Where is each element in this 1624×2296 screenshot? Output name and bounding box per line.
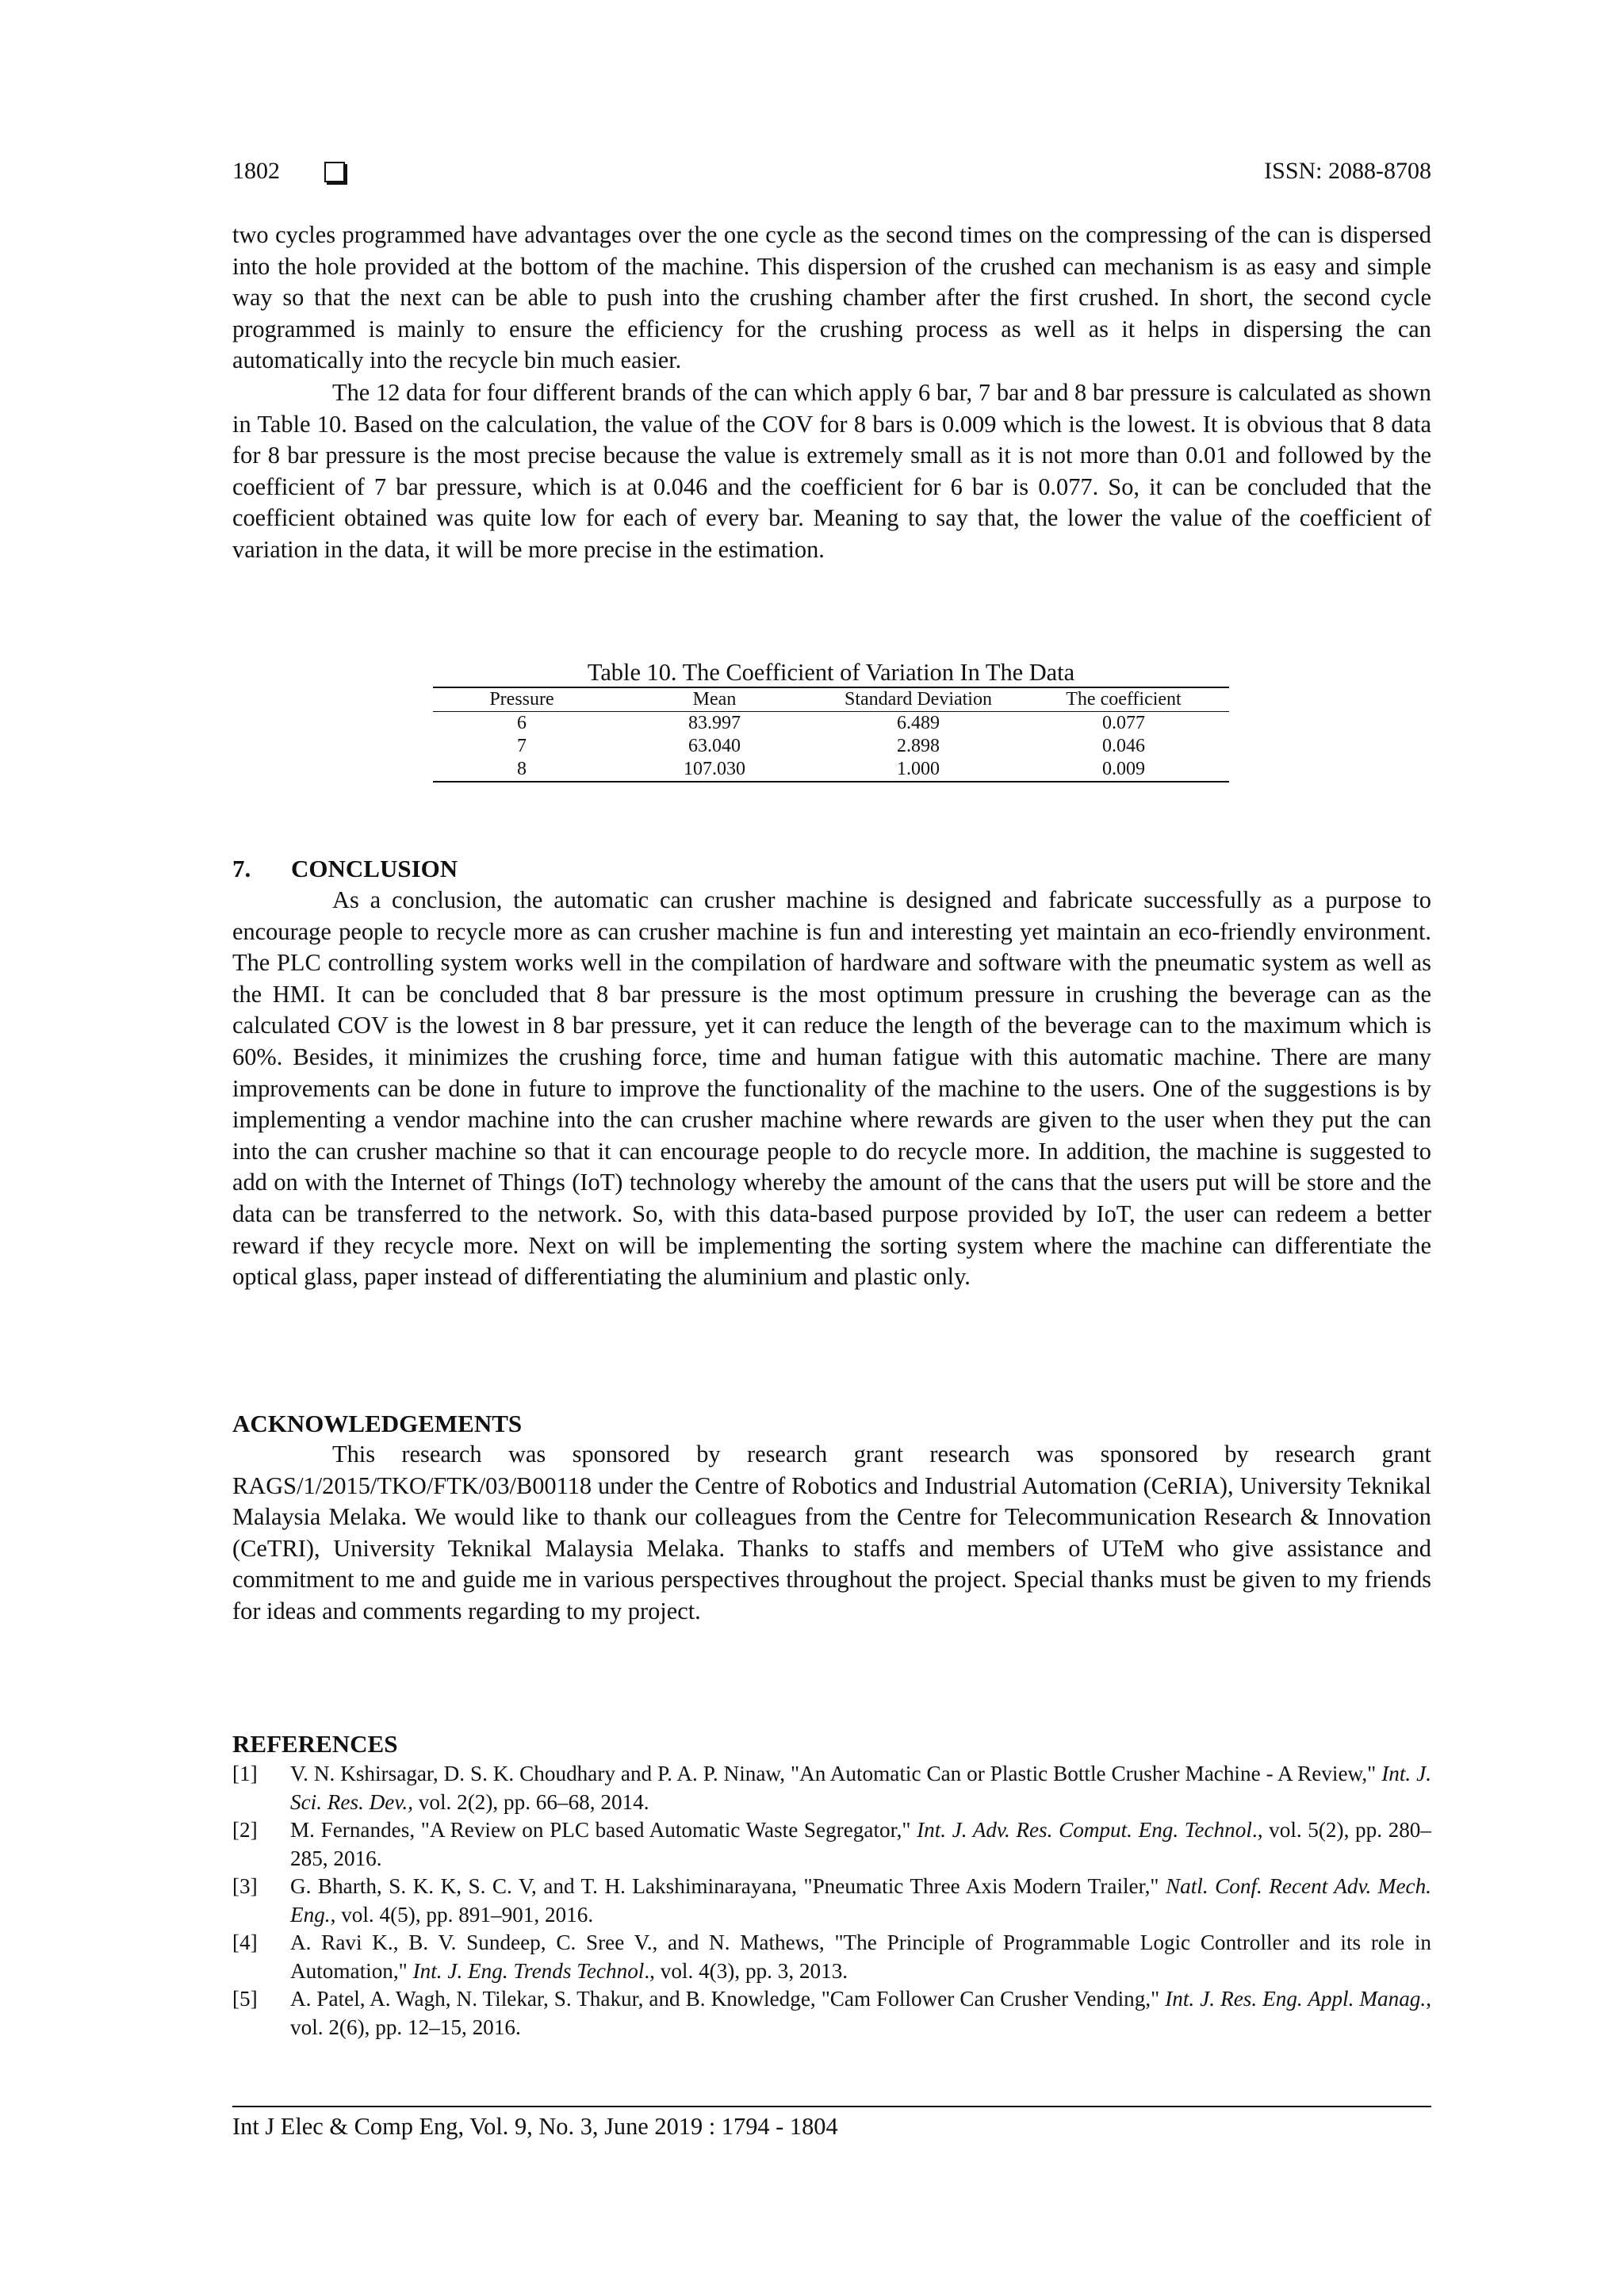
- reference-journal: Natl. Conf. Recent Adv. Mech. Eng.: [290, 1874, 1431, 1927]
- acknowledgements-paragraph: This research was sponsored by research grant research was sponsored by research grant RAGS/1/2015/TKO/FTK/03/B00118 under the Centre of Robotics and Industrial Automation (CeRIA), University Teknikal Malaysia Melaka. We would like to thank our colleagues from the Centre for Telecommunication Research & Innovation (CeTRI), University Teknikal Malaysia Melaka. Thanks to staffs and members of UTeM who give assistance and commitment to me and guide me in various perspectives throughout the project. Special thanks must be given to my friends for ideas and comments regarding to my project.: [232, 1441, 1431, 1624]
- conclusion-paragraph: As a conclusion, the automatic can crusher machine is designed and fabricate successfully as a purpose to encourage people to recycle more as can crusher machine is fun and interesting yet maintain an eco-friendly environment. The PLC controlling system works well in the compilation of hardware and software with the pneumatic system as well as the HMI. It can be concluded that 8 bar pressure is the most optimum pressure in crushing the beverage can as the calculated COV is the lowest in 8 bar pressure, yet it can reduce the length of the beverage can to the maximum which is 60%. Besides, it minimizes the crushing force, time and human fatigue with this automatic machine. There are many improvements can be done in future to improve the functionality of the machine to the users. One of the suggestions is by implementing a vendor machine into the can crusher machine where rewards are given to the user when they put the can into the can crusher machine so that it can encourage people to do recycle more. In addition, the machine is suggested to add on with the Internet of Things (IoT) technology whereby the amount of the cans that the users put will be store and the data can be transferred to the network. So, with this data-based purpose provided by IoT, the user can redeem a better reward if they recycle more. Next on will be implementing the sorting system where the machine can differentiate the optical glass, paper instead of differentiating the aluminium and plastic only.: [232, 886, 1431, 1291]
- square-bullet-icon: [324, 162, 345, 182]
- acknowledgements-heading: ACKNOWLEDGEMENTS: [232, 1410, 523, 1437]
- reference-details: , vol. 2(6), pp. 12–15, 2016.: [290, 1987, 1431, 2039]
- reference-text: M. Fernandes, "A Review on PLC based Automatic Waste Segregator,": [290, 1818, 917, 1842]
- column-header: Pressure: [489, 689, 554, 710]
- table-row: [433, 712, 1229, 736]
- table-cell: 107.030: [684, 759, 745, 779]
- table-cell: 6: [517, 713, 527, 733]
- footer-divider: [232, 2106, 1431, 2107]
- reference-journal: Int. J. Res. Eng. Appl. Manag.: [1165, 1987, 1427, 2011]
- reference-number: [3]: [232, 1874, 258, 1898]
- reference-text: V. N. Kshirsagar, D. S. K. Choudhary and P. A. P. Ninaw, "An Automatic Can or Plastic Bottle Crusher Machine - A Review,": [290, 1762, 1382, 1785]
- section-number: 7.: [232, 855, 251, 882]
- table-cell: 7: [517, 736, 527, 756]
- reference-number: [5]: [232, 1987, 258, 2011]
- table-cell: 0.046: [1102, 736, 1145, 756]
- section-title: CONCLUSION: [291, 855, 458, 882]
- table-cell: 0.077: [1102, 713, 1145, 733]
- references-list: [232, 1760, 1431, 2042]
- reference-journal: Int. J. Sci. Res. Dev.,: [290, 1762, 1431, 1814]
- table-header-row: [433, 687, 1229, 712]
- journal-footer: Int J Elec & Comp Eng, Vol. 9, No. 3, June 2019 : 1794 - 1804: [232, 2113, 838, 2140]
- reference-item: [232, 1816, 1431, 1873]
- table-cell: 63.040: [688, 736, 741, 756]
- table-cell: 0.009: [1102, 759, 1145, 779]
- table-cell: 83.997: [688, 713, 741, 733]
- column-header: Mean: [692, 689, 737, 710]
- reference-text: A. Ravi K., B. V. Sundeep, C. Sree V., and N. Mathews, "The Principle of Programmable Logic Controller and its role in Automation,": [290, 1931, 1431, 1983]
- reference-number: [1]: [232, 1762, 258, 1785]
- references-heading: REFERENCES: [232, 1730, 398, 1758]
- reference-journal: Int. J. Eng. Trends Technol: [412, 1958, 645, 1983]
- table-caption: Table 10. The Coefficient of Variation In The Data: [587, 659, 1075, 686]
- paragraph-cycles: two cycles programmed have advantages over the one cycle as the second times on the compressing of the can is dispersed into the hole provided at the bottom of the machine. This dispersion of the crushed can mechanism is as easy and simple way so that the next can be able to push into the crushing chamber after the first crushed. In short, the second cycle programmed is mainly to ensure the efficiency for the crushing process as well as it helps in dispersing the can automatically into the recycle bin much easier.: [232, 221, 1431, 374]
- table-cell: 1.000: [897, 759, 940, 779]
- reference-item: [232, 1873, 1431, 1929]
- column-header: Standard Deviation: [845, 689, 992, 710]
- table-row: [433, 735, 1229, 758]
- reference-details: , vol. 4(5), pp. 891–901, 2016.: [330, 1902, 594, 1927]
- table-cell: 2.898: [897, 736, 940, 756]
- reference-item: [232, 1760, 1431, 1816]
- reference-journal: Int. J. Adv. Res. Comput. Eng. Technol: [917, 1818, 1252, 1842]
- table-cell: 6.489: [897, 713, 940, 733]
- reference-text: A. Patel, A. Wagh, N. Tilekar, S. Thakur, and B. Knowledge, "Cam Follower Can Crusher Vending,": [290, 1987, 1166, 2011]
- conclusion-heading: [232, 853, 458, 885]
- reference-item: [232, 1929, 1431, 1985]
- reference-details: vol. 2(2), pp. 66–68, 2014.: [413, 1789, 649, 1814]
- table-10: [433, 658, 1229, 783]
- reference-details: ., vol. 4(3), pp. 3, 2013.: [644, 1958, 848, 1983]
- column-header: The coefficient: [1066, 689, 1182, 710]
- reference-item: [232, 1985, 1431, 2042]
- reference-details: ., vol. 5(2), pp. 280–285, 2016.: [290, 1818, 1431, 1870]
- page-number: 1802: [232, 158, 280, 184]
- paragraph-cov-analysis: The 12 data for four different brands of the can which apply 6 bar, 7 bar and 8 bar pressure is calculated as shown in Table 10. Based on the calculation, the value of the COV for 8 bars is 0.009 which is the lowest. It is obvious that 8 data for 8 bar pressure is the most precise because the value is extremely small as it is not more than 0.01 and followed by the coefficient of 7 bar pressure, which is at 0.046 and the coefficient for 6 bar is 0.077. So, it can be concluded that the coefficient obtained was quite low for each of every bar. Meaning to say that, the lower the value of the coefficient of variation in the data, it will be more precise in the estimation.: [232, 379, 1431, 563]
- table-cell: 8: [517, 759, 527, 779]
- reference-number: [4]: [232, 1931, 258, 1954]
- table-row: [433, 758, 1229, 782]
- page-header: [232, 155, 1431, 187]
- cov-table: [433, 687, 1229, 783]
- issn-label: ISSN: 2088-8708: [1264, 158, 1431, 184]
- reference-number: [2]: [232, 1818, 258, 1842]
- reference-text: G. Bharth, S. K. K, S. C. V, and T. H. Lakshiminarayana, "Pneumatic Three Axis Modern Trailer,": [290, 1874, 1166, 1898]
